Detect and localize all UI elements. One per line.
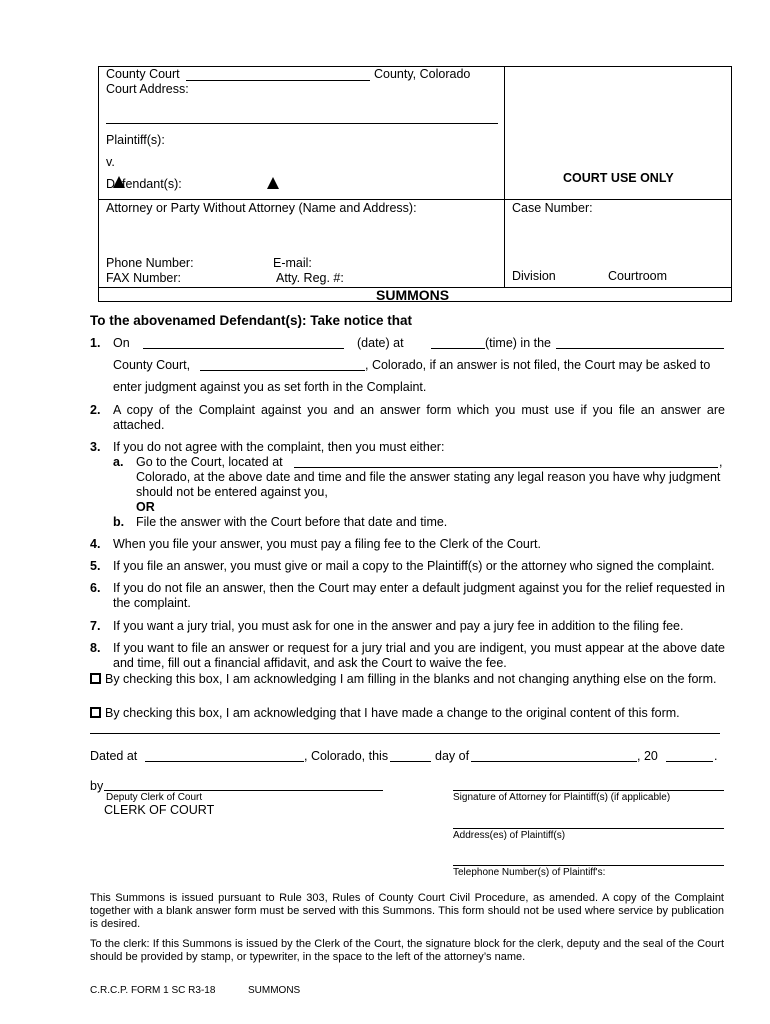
sub-letter: a. (113, 455, 124, 469)
telephone-label: Telephone Number(s) of Plaintiff's: (453, 867, 606, 878)
item1-time-label: (time) in the (485, 336, 551, 350)
form-id: C.R.C.P. FORM 1 SC R3-18 (90, 985, 216, 996)
clerk-of-court-label: CLERK OF COURT (104, 803, 215, 817)
deputy-clerk-label: Deputy Clerk of Court (106, 792, 203, 803)
rule-note: This Summons is issued pursuant to Rule 303, Rules of County Court Civil Procedure, as amended. A copy of the Complaint together with a blank answer form must be served with this Summons. This form should not be used where service by publication is desired. (90, 892, 724, 930)
checkbox-row-1 (90, 672, 724, 687)
case-number-label: Case Number: (512, 201, 593, 215)
item3-text: If you do not agree with the complaint, then you must either: (113, 440, 445, 454)
item3b-text: File the answer with the Court before that date and time. (136, 515, 448, 529)
item1-line3: enter judgment against you as set forth in the Complaint. (113, 380, 427, 394)
attorney-signature-label: Signature of Attorney for Plaintiff(s) (if applicable) (453, 792, 671, 803)
triangle-marker-icon (267, 177, 279, 189)
county-blank[interactable] (186, 68, 370, 81)
checkbox-no-change-label: By checking this box, I am acknowledging I am filling in the blanks and not changing anything else on the form. (105, 672, 717, 686)
item-number: 2. (90, 403, 101, 417)
county-court-label: County Court (106, 67, 180, 81)
triangle-marker-icon (113, 176, 125, 188)
clerk-note: To the clerk: If this Summons is issued by the Clerk of the Court, the signature block for the clerk, deputy and the seal of the Court should be provided by stamp, or typewriter, in the space to the left of the attorney’s name. (90, 938, 724, 963)
item2-text: A copy of the Complaint against you and an answer form which you must use if you file an answer are attached. (113, 403, 725, 432)
date-blank[interactable] (143, 336, 344, 349)
plaintiffs-label: Plaintiff(s): (106, 133, 165, 147)
by-label: by (90, 779, 104, 793)
month-blank[interactable] (471, 749, 637, 762)
sub-letter: b. (113, 515, 125, 529)
item4-text: When you file your answer, you must pay a filing fee to the Clerk of the Court. (113, 537, 541, 551)
address-line[interactable] (453, 828, 724, 829)
year-blank[interactable] (666, 749, 713, 762)
county-name-blank[interactable] (200, 358, 365, 371)
period: . (714, 749, 718, 763)
section-divider (90, 733, 720, 734)
day-blank[interactable] (390, 749, 431, 762)
caption-row-divider (98, 199, 732, 200)
comma: , (719, 455, 723, 469)
checkbox-changed-label: By checking this box, I am acknowledging that I have made a change to the original content of this form. (105, 706, 680, 720)
atty-reg-label: Atty. Reg. #: (276, 271, 344, 285)
attorney-label: Attorney or Party Without Attorney (Name and Address): (106, 201, 417, 215)
defendants-label: Defendant(s): (106, 177, 182, 191)
phone-label: Phone Number: (106, 256, 194, 270)
checkbox-no-change[interactable] (90, 673, 101, 684)
court-address-label: Court Address: (106, 82, 189, 96)
caption-divider (504, 66, 505, 288)
time-blank[interactable] (431, 336, 485, 349)
item-number: 6. (90, 581, 101, 595)
item-number: 3. (90, 440, 101, 454)
checkbox-changed[interactable] (90, 707, 101, 718)
item1-rest: , Colorado, if an answer is not filed, the Court may be asked to (365, 358, 711, 372)
colorado-this-label: , Colorado, this (304, 749, 389, 763)
item8-text: If you want to file an answer or request for a jury trial and you are indigent, you must appear at the above date and time, fill out a financial affidavit, and ask the Court to waive the fee. (113, 641, 725, 670)
dated-at-label: Dated at (90, 749, 138, 763)
attorney-signature-line[interactable] (453, 790, 724, 791)
day-of-label: day of (435, 749, 470, 763)
item-number: 4. (90, 537, 101, 551)
item6-text: If you do not file an answer, then the Court may enter a default judgment against you for the relief requested in the complaint. (113, 581, 725, 610)
court-use-only: COURT USE ONLY (563, 171, 674, 185)
email-label: E-mail: (273, 256, 312, 270)
court-address-line[interactable] (106, 123, 498, 124)
year-prefix: , 20 (637, 749, 658, 763)
item7-text: If you want a jury trial, you must ask for one in the answer and pay a jury fee in addition to the filing fee. (113, 619, 684, 633)
clerk-signature-line[interactable] (104, 790, 383, 791)
item-number: 7. (90, 619, 101, 633)
intro-heading: To the abovenamed Defendant(s): Take notice that (90, 313, 413, 328)
address-label: Address(es) of Plaintiff(s) (453, 830, 566, 841)
courtroom-label: Courtroom (608, 269, 668, 283)
form-name: SUMMONS (248, 985, 301, 996)
item3a-text: Go to the Court, located at (136, 455, 283, 469)
item1-date-label: (date) at (357, 336, 404, 350)
court-location-blank[interactable] (294, 455, 718, 468)
fax-label: FAX Number: (106, 271, 182, 285)
item-number: 1. (90, 336, 101, 350)
item5-text: If you file an answer, you must give or mail a copy to the Plaintiff(s) or the attorney who signed the complaint. (113, 559, 715, 573)
court-blank[interactable] (556, 336, 724, 349)
item-number: 8. (90, 641, 101, 655)
dated-place-blank[interactable] (145, 749, 304, 762)
item-number: 5. (90, 559, 101, 573)
item1-on: On (113, 336, 130, 350)
division-label: Division (512, 269, 556, 283)
item3a-continued: Colorado, at the above date and time and file the answer stating any legal reason you have why judgment should not be entered against you, (136, 470, 721, 499)
telephone-line[interactable] (453, 865, 724, 866)
page-title: SUMMONS (376, 287, 450, 303)
checkbox-row-2 (90, 706, 730, 720)
versus-label: v. (106, 155, 115, 169)
item1-county: County Court, (113, 358, 191, 372)
county-colorado-label: County, Colorado (374, 67, 471, 81)
or-label: OR (136, 500, 155, 514)
